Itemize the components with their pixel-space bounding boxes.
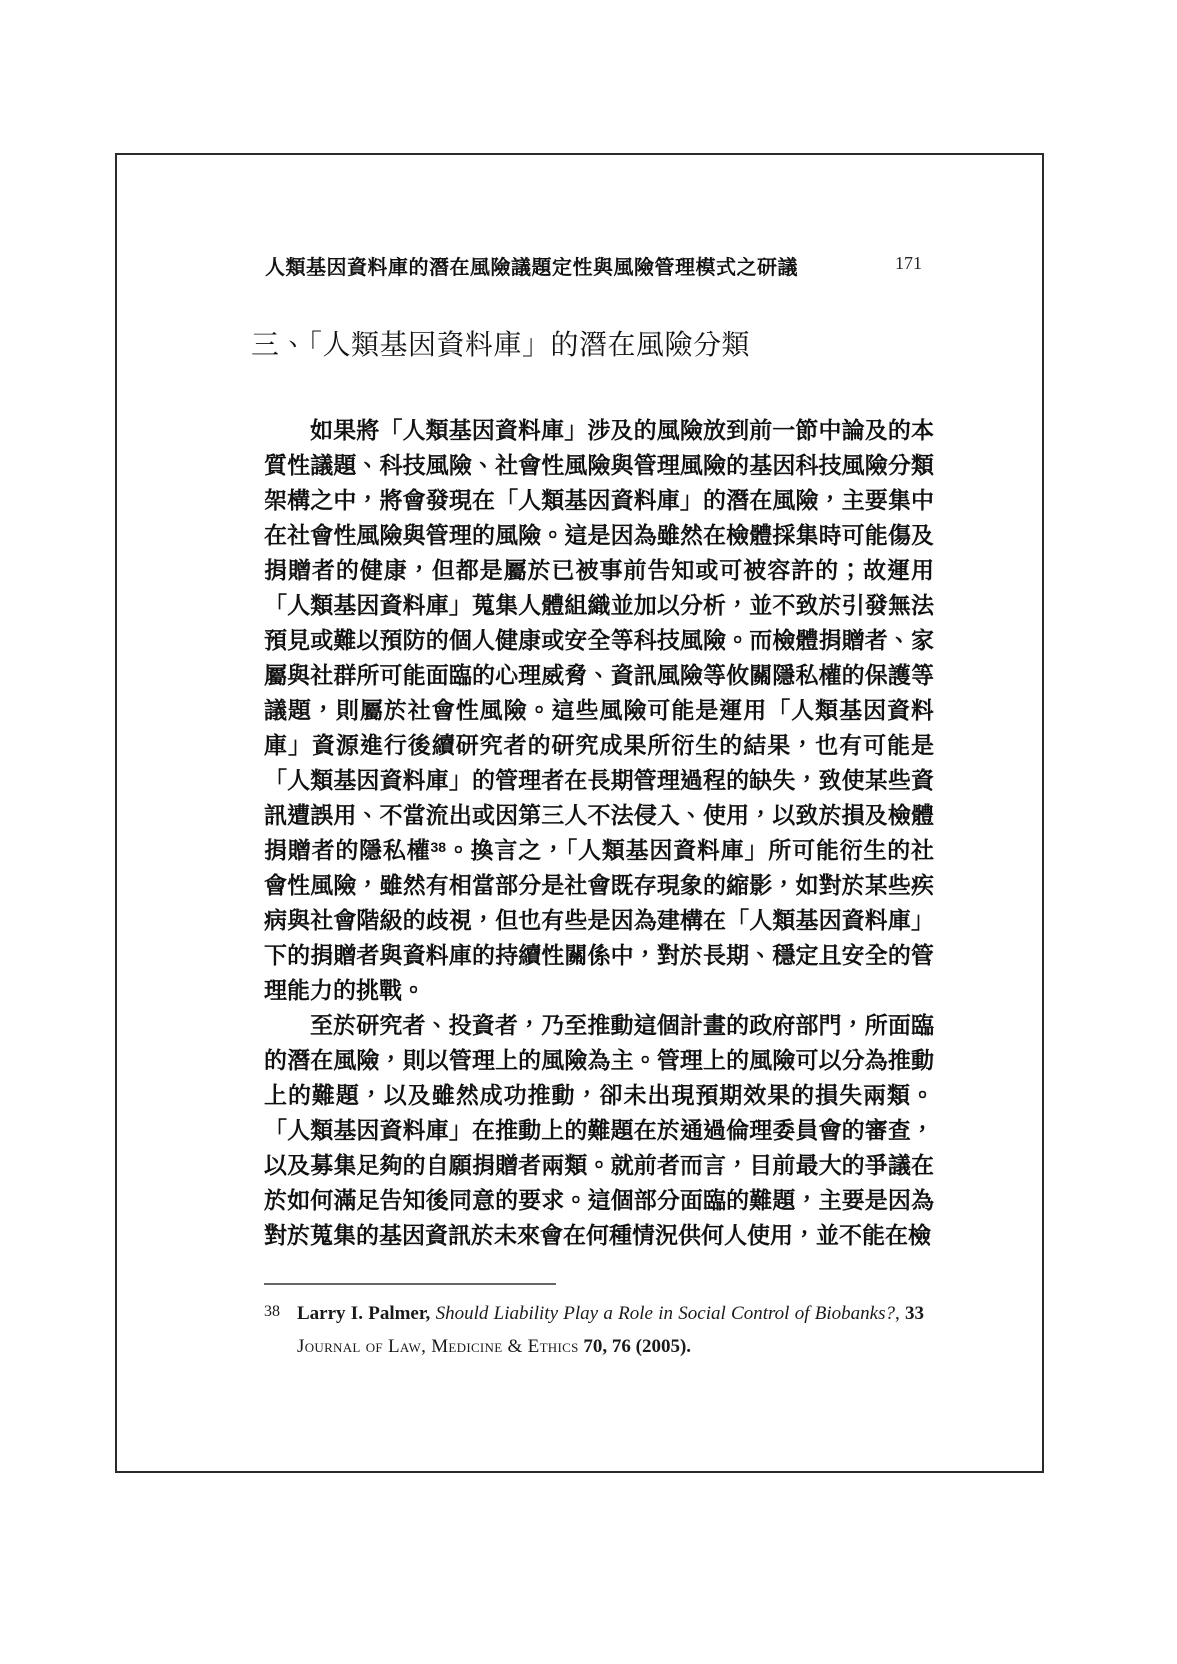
footnote-author: Larry I. Palmer, — [297, 1303, 436, 1324]
paragraph-1-text: 如果將「人類基因資料庫」涉及的風險放到前一節中論及的本質性議題、科技風險、社會性風險與管理風險的基因科技風險分類架構之中，將會發現在「人類基因資料庫」的潛在風險，主要集中在社會性風險與管理的風險。這是因為雖然在檢體採集時可能傷及捐贈者的健康，但都是屬於已被事前告知或可被容許的；故運用「人類基因資料庫」蒐集人體組織並加以分析，並不致於引發無法預見或難以預防的個人健康或安全等科技風險。而檢體捐贈者、家屬與社群所可能面臨的心理威脅、資訊風險等攸關隱私權的保護等議題，則屬於社會性風險。這些風險可能是運用「人類基因資料庫」資源進行後續研究者的研究成果所衍生的結果，也有可能是「人類基因資料庫」的管理者在長期管理過程的缺失，致使某些資訊遭誤用、不當流出或因第三人不法侵入、使用，以致於損及檢體捐贈者的隱私權 — [264, 417, 934, 863]
page-number: 171 — [895, 253, 922, 273]
section-heading: 三、「人類基因資料庫」的潛在風險分類 — [251, 330, 751, 361]
footnote-ref-38: 38 — [430, 839, 447, 855]
footnote-title: Should Liability Play a Role in Social Control of Biobanks? — [435, 1303, 895, 1324]
page-border — [115, 153, 1044, 1473]
paragraph-1 — [264, 413, 934, 1008]
footnote-pages: 70, 76 (2005). — [578, 1336, 692, 1357]
page-header — [265, 251, 945, 281]
footnote-marker: 38 — [264, 1303, 280, 1320]
running-title: 人類基因資料庫的潛在風險議題定性與風險管理模式之研議 — [265, 257, 798, 279]
footnote-journal: Journal of Law, Medicine & Ethics — [297, 1336, 579, 1357]
footnote-separator-text: , — [894, 1303, 905, 1324]
paragraph-1-continued: 。換言之，「人類基因資料庫」所可能衍生的社會性風險，雖然有相當部分是社會既存現象的縮影，如對於某些疾病與社會階級的歧視，但也有些是因為建構在「人類基因資料庫」下的捐贈者與資料庫的持續性關係中，對於長期、穩定且安全的管理能力的挑戰。 — [264, 837, 935, 1003]
paragraph-2: 至於研究者、投資者，乃至推動這個計畫的政府部門，所面臨的潛在風險，則以管理上的風險為主。管理上的風險可以分為推動上的難題，以及雖然成功推動，卻未出現預期效果的損失兩類。「人類基因資料庫」在推動上的難題在於通過倫理委員會的審查，以及募集足夠的自願捐贈者兩類。就前者而言，目前最大的爭議在於如何滿足告知後同意的要求。這個部分面臨的難題，主要是因為對於蒐集的基因資訊於未來會在何種情況供何人使用，並不能在檢 — [264, 1012, 934, 1248]
footnote-volume: 33 — [905, 1303, 924, 1324]
footnote-separator-rule — [264, 1283, 556, 1285]
footnote — [264, 1297, 924, 1363]
body-text — [264, 413, 934, 1253]
